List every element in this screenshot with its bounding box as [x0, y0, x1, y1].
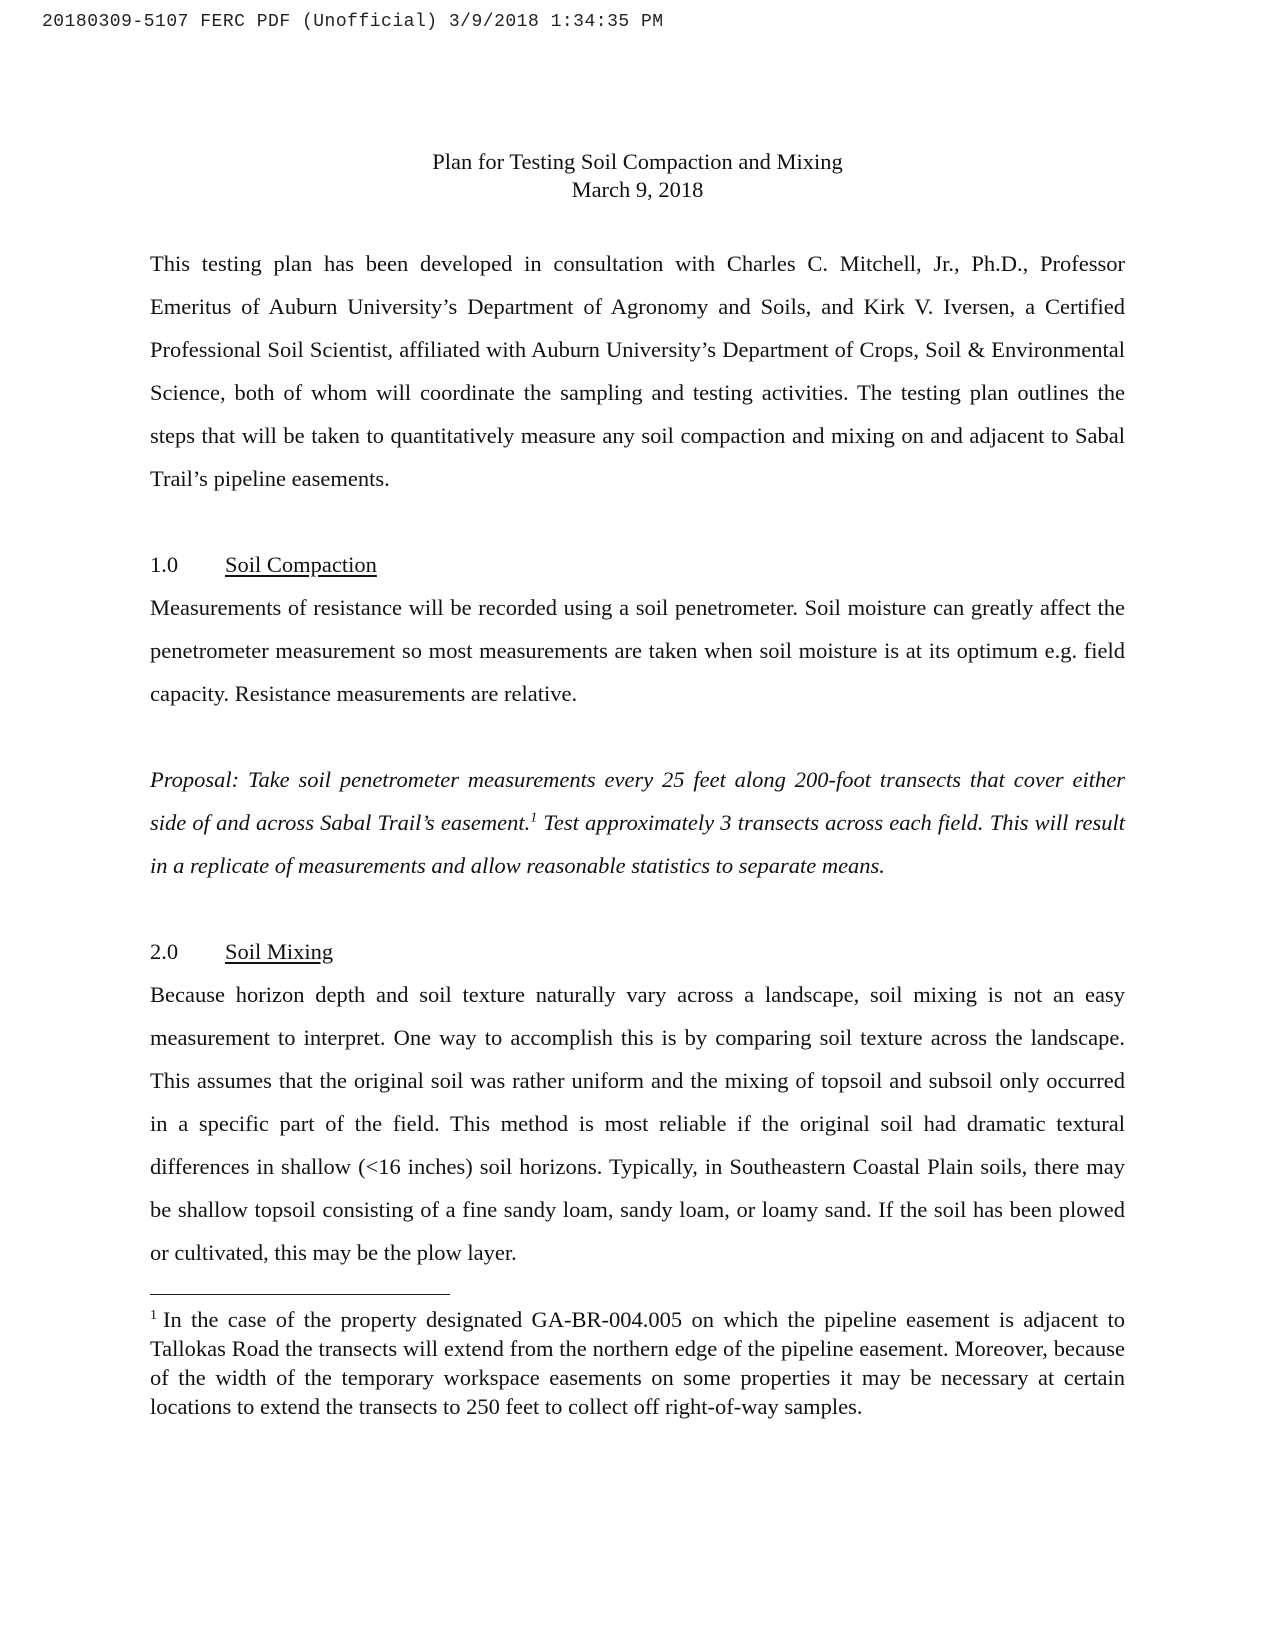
footnote-text: In the case of the property designated GA-BR-004.005 on which the pipeline easement is adjacent to Tallokas Road the transects will extend from the northern edge of the pipeline easement. Moreover, because of the width of the temporary workspace easements on some properties it may be necessary at certain locations to extend the transects to 250 feet to collect off right-of-way samples.	[150, 1307, 1125, 1419]
document-date: March 9, 2018	[571, 177, 704, 202]
section-number: 1.0	[150, 552, 179, 577]
section-heading-soil-mixing	[150, 930, 1125, 973]
section-heading-soil-compaction	[150, 543, 1125, 586]
footnote	[150, 1305, 1125, 1421]
spacer	[150, 715, 1125, 758]
section-title: Soil Compaction	[225, 552, 377, 577]
title-block	[150, 148, 1125, 204]
document-page	[150, 148, 1125, 1421]
document-title: Plan for Testing Soil Compaction and Mixing	[432, 149, 843, 174]
footnote-divider	[150, 1294, 450, 1295]
section-title: Soil Mixing	[225, 939, 334, 964]
section-number: 2.0	[150, 939, 179, 964]
proposal-text-part2: Test approximately 3 transects across each field. This will result in a replicate of measurements and allow reasonable statistics to separate means.	[150, 810, 1125, 878]
intro-paragraph: This testing plan has been developed in consultation with Charles C. Mitchell, Jr., Ph.D., Professor Emeritus of Auburn University’s Department of Agronomy and Soils, and Kirk V. Iversen, a Certified Professional Soil Scientist, affiliated with Auburn University’s Department of Crops, Soil & Environmental Science, both of whom will coordinate the sampling and testing activities. The testing plan outlines the steps that will be taken to quantitatively measure any soil compaction and mixing on and adjacent to Sabal Trail’s pipeline easements.	[150, 251, 1125, 491]
proposal-paragraph	[150, 758, 1125, 887]
footnote-marker: 1	[150, 1307, 157, 1323]
spacer	[150, 500, 1125, 543]
filing-stamp: 20180309-5107 FERC PDF (Unofficial) 3/9/2018 1:34:35 PM	[42, 12, 664, 32]
soil-mixing-paragraph: Because horizon depth and soil texture naturally vary across a landscape, soil mixing is not an easy measurement to interpret. One way to accomplish this is by comparing soil texture across the landscape. This assumes that the original soil was rather uniform and the mixing of topsoil and subsoil only occurred in a specific part of the field. This method is most reliable if the original soil had dramatic textural differences in shallow (<16 inches) soil horizons. Typically, in Southeastern Coastal Plain soils, there may be shallow topsoil consisting of a fine sandy loam, sandy loam, or loamy sand. If the soil has been plowed or cultivated, this may be the plow layer.	[150, 982, 1125, 1265]
proposal-text-part1: Proposal: Take soil penetrometer measurements every 25 feet along 200-foot transects that cover either side of and across Sabal Trail’s easement.	[150, 767, 1125, 835]
soil-compaction-paragraph: Measurements of resistance will be recorded using a soil penetrometer. Soil moisture can greatly affect the penetrometer measurement so most measurements are taken when soil moisture is at its optimum e.g. field capacity. Resistance measurements are relative.	[150, 595, 1125, 706]
spacer	[150, 887, 1125, 930]
footnote-reference[interactable]: 1	[530, 810, 538, 826]
